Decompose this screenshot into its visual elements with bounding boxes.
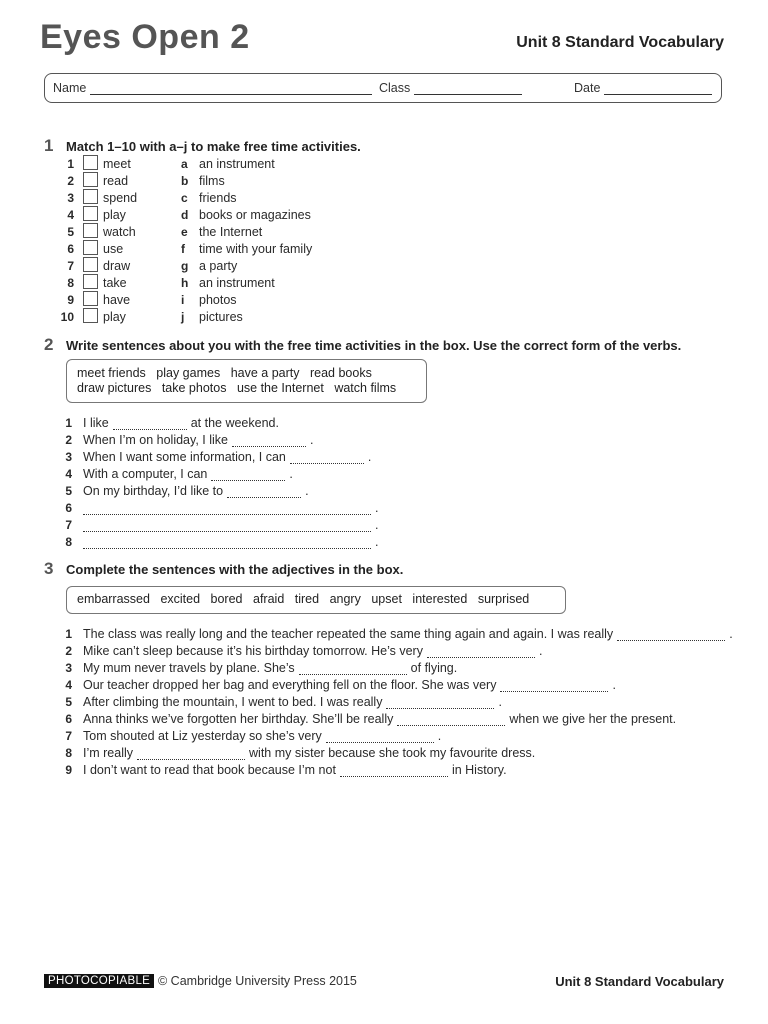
item-number: 8 [67, 276, 74, 290]
item-word: use [103, 242, 124, 256]
student-info-box [44, 73, 722, 103]
sentence-text: Our teacher dropped her bag and everything fell on the floor. She was very [83, 678, 497, 692]
option-letter: b [181, 174, 189, 188]
sentence-end: . [367, 450, 372, 464]
sentence-text: After climbing the mountain, I went to bed. I was really [83, 695, 383, 709]
sentence-end: . [498, 695, 502, 709]
class-field[interactable] [379, 81, 522, 95]
class-label: Class [379, 81, 411, 95]
item-word: spend [103, 191, 138, 205]
item-number: 5 [67, 225, 74, 239]
photocopiable-label: PHOTOCOPIABLE [44, 974, 154, 988]
box-word: use the Internet [236, 381, 324, 395]
answer-blank[interactable] [83, 520, 371, 532]
sentence-number: 5 [65, 695, 72, 709]
name-label: Name [53, 81, 87, 95]
box-word: bored [210, 592, 243, 606]
answer-blank[interactable] [113, 418, 187, 430]
sentence-text: Tom shouted at Liz yesterday so she’s very [83, 729, 322, 743]
exercise-instruction: Match 1–10 with a–j to make free time activities. [66, 139, 361, 154]
answer-box[interactable] [83, 257, 98, 272]
date-label: Date [574, 81, 601, 95]
item-number: 1 [67, 157, 74, 171]
sentence-end: . [612, 678, 616, 692]
item-word: read [103, 174, 129, 188]
option-text: films [199, 174, 225, 188]
sentence-number: 5 [65, 484, 72, 498]
answer-box[interactable] [83, 172, 98, 187]
item-word: meet [103, 157, 131, 171]
answer-blank[interactable] [290, 452, 364, 464]
sentence-end: . [437, 729, 442, 743]
brand-title: Eyes Open 2 [40, 18, 250, 56]
option-text: friends [199, 191, 237, 205]
date-line[interactable] [604, 82, 712, 95]
item-number: 9 [67, 293, 74, 307]
box-word: have a party [230, 366, 300, 380]
name-field[interactable] [53, 81, 372, 95]
answer-blank[interactable] [340, 765, 448, 777]
answer-blank[interactable] [326, 731, 434, 743]
answer-box[interactable] [83, 206, 98, 221]
sentence-text: Anna thinks we’ve forgotten her birthday. She’ll be really [83, 712, 394, 726]
sentence-number: 7 [65, 518, 72, 532]
answer-blank[interactable] [232, 435, 306, 447]
box-word: take photos [161, 381, 227, 395]
item-number: 3 [67, 191, 74, 205]
sentence-number: 2 [65, 433, 72, 447]
word-box-line-2 [77, 381, 416, 396]
sentence-number: 6 [65, 712, 72, 726]
sentence-number: 2 [65, 644, 72, 658]
box-word: read books [309, 366, 372, 380]
sentence-text: When I want some information, I can [83, 450, 286, 464]
sentence-number: 8 [65, 535, 72, 549]
answer-blank[interactable] [386, 697, 494, 709]
option-letter: g [181, 259, 189, 273]
answer-box[interactable] [83, 291, 98, 306]
item-number: 7 [67, 259, 74, 273]
sentence-number: 7 [65, 729, 72, 743]
box-word: draw pictures [77, 381, 152, 395]
sentence-end: . [305, 484, 309, 498]
answer-box[interactable] [83, 223, 98, 238]
box-word: meet friends [77, 366, 146, 380]
item-word: draw [103, 259, 131, 273]
footer [44, 973, 724, 993]
box-word: upset [371, 592, 402, 606]
option-text: an instrument [199, 157, 275, 171]
item-number: 10 [60, 310, 74, 324]
sentence-number: 1 [65, 416, 72, 430]
sentence-number: 4 [65, 467, 72, 481]
sentence-end: in History. [451, 763, 507, 777]
sentence-number: 3 [65, 661, 72, 675]
answer-blank[interactable] [227, 486, 301, 498]
sentence-end: . [729, 627, 733, 641]
sentence-number: 1 [65, 627, 72, 641]
box-word: embarrassed [77, 592, 150, 606]
sentence-number: 8 [65, 746, 72, 760]
sentence-text: When I’m on holiday, I like [83, 433, 228, 447]
box-word: interested [412, 592, 468, 606]
sentence-end: when we give her the present. [509, 712, 677, 726]
class-line[interactable] [414, 82, 522, 95]
option-text: an instrument [199, 276, 275, 290]
exercise-number: 2 [44, 335, 54, 354]
item-word: play [103, 208, 126, 222]
item-word: have [103, 293, 131, 307]
answer-blank[interactable] [500, 680, 608, 692]
answer-blank[interactable] [299, 663, 407, 675]
sentence-end: of flying. [410, 661, 458, 675]
sentence-end: with my sister because she took my favourite dress. [249, 746, 536, 760]
sentence-number: 4 [65, 678, 72, 692]
answer-blank[interactable] [83, 503, 371, 515]
item-word: watch [103, 225, 136, 239]
sentence-number: 6 [65, 501, 72, 515]
option-letter: e [181, 225, 188, 239]
sentence-text: My mum never travels by plane. She’s [83, 661, 295, 675]
answer-box[interactable] [83, 155, 98, 170]
sentence-number: 9 [65, 763, 72, 777]
item-word: play [103, 310, 126, 324]
option-text: pictures [199, 310, 243, 324]
sentence-number: 3 [65, 450, 72, 464]
option-text: time with your family [199, 242, 313, 256]
option-letter: f [181, 242, 185, 256]
sentence-text: The class was really long and the teacher repeated the same thing again and again. I was really [83, 627, 614, 641]
answer-blank[interactable] [397, 714, 505, 726]
sentence-text: With a computer, I can [83, 467, 208, 481]
answer-blank[interactable] [211, 469, 285, 481]
item-word: take [103, 276, 127, 290]
item-number: 6 [67, 242, 74, 256]
box-word: watch films [334, 381, 397, 395]
option-letter: h [181, 276, 189, 290]
sentence-text: I don’t want to read that book because I’m not [83, 763, 336, 777]
footer-unit-title: Unit 8 Standard Vocabulary [555, 974, 724, 989]
answer-box[interactable] [83, 189, 98, 204]
answer-box[interactable] [83, 308, 98, 323]
box-word: tired [294, 592, 320, 606]
word-box [66, 359, 427, 403]
exercise-instruction: Complete the sentences with the adjectives in the box. [66, 562, 404, 577]
sentence-end: . [375, 535, 379, 549]
box-word: excited [160, 592, 201, 606]
item-number: 2 [67, 174, 74, 188]
answer-box[interactable] [83, 274, 98, 289]
option-text: photos [199, 293, 237, 307]
option-letter: a [181, 157, 188, 171]
exercise-number: 3 [44, 559, 54, 578]
option-text: the Internet [199, 225, 263, 239]
option-letter: d [181, 208, 189, 222]
item-number: 4 [67, 208, 74, 222]
answer-blank[interactable] [83, 537, 371, 549]
sentence-text: On my birthday, I’d like to [83, 484, 224, 498]
name-line[interactable] [90, 82, 372, 95]
sentence-end: . [289, 467, 293, 481]
exercise-number: 1 [44, 136, 54, 155]
option-text: books or magazines [199, 208, 311, 222]
option-letter: j [181, 310, 185, 324]
sentence-end: . [538, 644, 543, 658]
sentence-end: . [375, 518, 379, 532]
option-letter: c [181, 191, 188, 205]
date-field[interactable] [574, 81, 712, 95]
copyright-text: © Cambridge University Press 2015 [158, 974, 357, 988]
adjective-box [66, 586, 566, 614]
sentence-text: I’m really [83, 746, 134, 760]
sentence-text: Mike can’t sleep because it’s his birthday tomorrow. He’s very [83, 644, 423, 658]
sentence-end: . [375, 501, 379, 515]
answer-blank[interactable] [427, 646, 535, 658]
box-word: angry [329, 592, 361, 606]
option-text: a party [199, 259, 238, 273]
box-word: play games [156, 366, 221, 380]
sentence-end: . [309, 433, 314, 447]
option-letter: i [181, 293, 185, 307]
box-word: surprised [477, 592, 530, 606]
answer-blank[interactable] [617, 629, 725, 641]
sentence-end: at the weekend. [190, 416, 279, 430]
answer-blank[interactable] [137, 748, 245, 760]
word-box-line-1 [77, 366, 416, 381]
answer-box[interactable] [83, 240, 98, 255]
box-word: afraid [253, 592, 285, 606]
exercise-instruction: Write sentences about you with the free time activities in the box. Use the correct form of the verbs. [66, 338, 682, 353]
unit-title: Unit 8 Standard Vocabulary [516, 34, 724, 51]
sentence-text: I like [83, 416, 109, 430]
